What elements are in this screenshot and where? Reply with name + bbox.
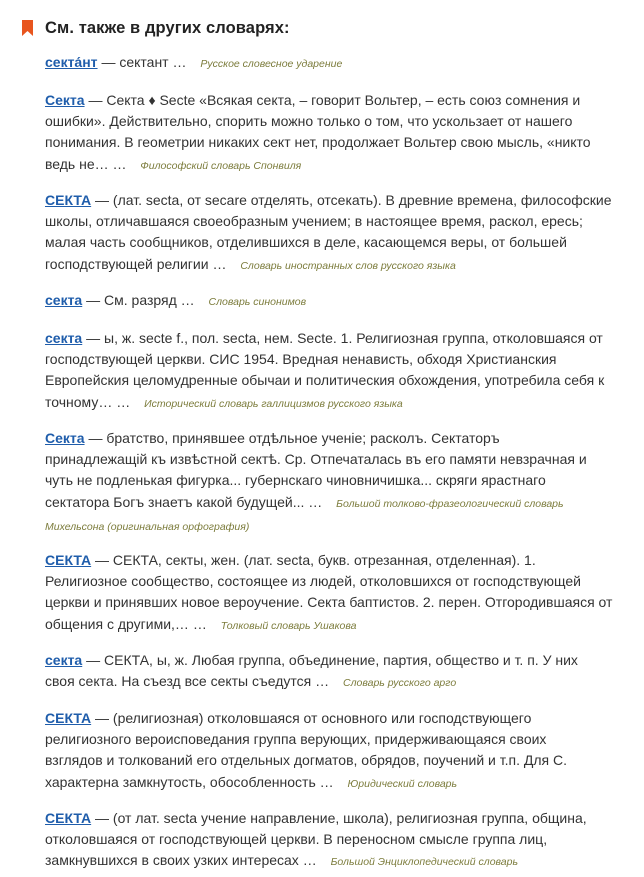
- dictionary-entry: [45, 650, 595, 694]
- entry-dash: —: [88, 430, 103, 446]
- entry-definition: сектант: [119, 54, 169, 70]
- entry-source-link[interactable]: Словарь русского арго: [343, 677, 457, 690]
- entry-source-link[interactable]: Исторический словарь галлицизмов русского языка: [144, 397, 403, 410]
- entry-ellipsis: …: [212, 255, 227, 272]
- entry-ellipsis: …: [192, 615, 207, 632]
- section-title: См. также в других словарях:: [45, 18, 290, 37]
- entry-term-link[interactable]: Секта: [45, 430, 85, 446]
- dictionary-entry: [45, 428, 605, 538]
- entry-term-link[interactable]: Секта: [45, 92, 85, 108]
- dictionary-entry: [45, 190, 613, 277]
- entry-term-link[interactable]: СЕКТА: [45, 810, 92, 826]
- entry-definition: (от лат. secta учение направление, школа), религиозная группа, община, отколовшаяся от господствующей церкви. В переносном смысле группа лиц, замкнувшихся в своих узких интересах: [45, 810, 587, 869]
- entry-ellipsis: …: [319, 773, 334, 790]
- entry-definition: СЕКТА, секты, жен. (лат. secta, букв. отрезанная, отделенная). 1. Религиозное сообщество, состоящее из людей, отколовшихся от господствующей церкви и принявших новое вероучение. Секта баптистов. 2. перен. Отгородившаяся от общения с другими,…: [45, 552, 613, 632]
- entry-ellipsis: …: [172, 54, 187, 70]
- entry-ellipsis: …: [302, 852, 317, 869]
- entry-dash: —: [86, 652, 101, 668]
- dictionary-entry: [45, 328, 613, 415]
- entry-term-link[interactable]: секта: [45, 330, 83, 346]
- entry-term-link[interactable]: секта: [45, 652, 83, 668]
- entry-term-link[interactable]: СЕКТА: [45, 552, 92, 568]
- entry-dash: —: [86, 292, 101, 308]
- entry-term-link[interactable]: секта́нт: [45, 54, 98, 70]
- entry-source-link[interactable]: Философский словарь Спонвиля: [140, 159, 302, 172]
- dictionary-entry: [45, 90, 605, 177]
- entry-definition: братство, принявшее отдѣльное ученіе; расколъ. Сектаторъ принадлежащій къ извѣстной сектѣ. Ср. Отпечаталась въ его памяти невзрачная и чуть не подленькая фигурка... губернскаго чиновничишка... скряги ярастнаго сектатора Богъ знаетъ какой будущей...: [45, 430, 587, 510]
- entry-ellipsis: …: [116, 393, 131, 410]
- bookmark-icon: [22, 20, 33, 36]
- entry-dash: —: [88, 92, 103, 108]
- entry-ellipsis: …: [112, 155, 127, 172]
- entry-ellipsis: …: [180, 292, 195, 308]
- entry-dash: —: [86, 330, 101, 346]
- entry-dash: —: [95, 710, 110, 726]
- entry-dash: —: [95, 192, 110, 208]
- entry-dash: —: [95, 552, 110, 568]
- entry-term-link[interactable]: СЕКТА: [45, 192, 92, 208]
- entry-term-link[interactable]: СЕКТА: [45, 710, 92, 726]
- dictionary-entry: [45, 708, 575, 795]
- entry-definition: (религиозная) отколовшаяся от основного или господствующего религиозного вероисповедания группа верующих, придерживающаяся своих взглядов и толкований его отдельных догматов, обрядов, поучений и т.п. Для С. характерна замкнутость, обособленность: [45, 710, 567, 790]
- entry-definition: ы, ж. secte f., пол. secta, нем. Secte. 1. Религиозная группа, отколовшаяся от господствующей церкви. СИС 1954. Вредная ненависть, обходя Христианския Европейския целомудренные обычаи и политическия обхождения, употребила себя к точному…: [45, 330, 605, 410]
- entry-term-link[interactable]: секта: [45, 292, 83, 308]
- dictionary-entry: [45, 52, 613, 75]
- entry-source-link[interactable]: Толковый словарь Ушакова: [220, 619, 357, 632]
- entry-ellipsis: …: [308, 493, 323, 510]
- entry-dash: —: [101, 54, 116, 70]
- dictionary-entry: [45, 808, 613, 874]
- entry-source-link[interactable]: Большой толково-фразеологический словарь Михельсона (оригинальная орфография): [45, 497, 564, 533]
- entry-source-link[interactable]: Большой Энциклопедический словарь: [330, 856, 518, 869]
- entry-source-link[interactable]: Русское словесное ударение: [200, 58, 343, 70]
- entry-definition: СЕКТА, ы, ж. Любая группа, объединение, партия, общество и т. п. У них своя секта. На съезд все секты съедутся: [45, 652, 578, 690]
- entry-definition: (лат. secta, от secare отделять, отсекать). В древние времена, философские школы, отличавшаяся своеобразным учением; в настоящее время, раскол, ересь; малая часть сообщников, отделившихся в деле, касающемся веры, от большей господствующей религии: [45, 192, 612, 272]
- dictionary-entry: [45, 550, 613, 637]
- entry-dash: —: [95, 810, 110, 826]
- entry-definition: Секта ♦ Secte «Всякая секта, – говорит Вольтер, – есть союз сомнения и ошибки». Действительно, спорить можно только о том, что ускользает от нашего понимания. В геометрии никаких сект нет, продолжает Вольтер свою мысль, «никто ведь не…: [45, 92, 591, 172]
- entry-source-link[interactable]: Юридический словарь: [347, 777, 458, 790]
- section-header: [22, 16, 290, 40]
- entry-source-link[interactable]: Словарь синонимов: [208, 296, 307, 308]
- entry-ellipsis: …: [315, 673, 330, 690]
- entry-definition: См. разряд: [104, 292, 177, 308]
- dictionary-entry: [45, 290, 613, 313]
- entry-source-link[interactable]: Словарь иностранных слов русского языка: [240, 259, 456, 272]
